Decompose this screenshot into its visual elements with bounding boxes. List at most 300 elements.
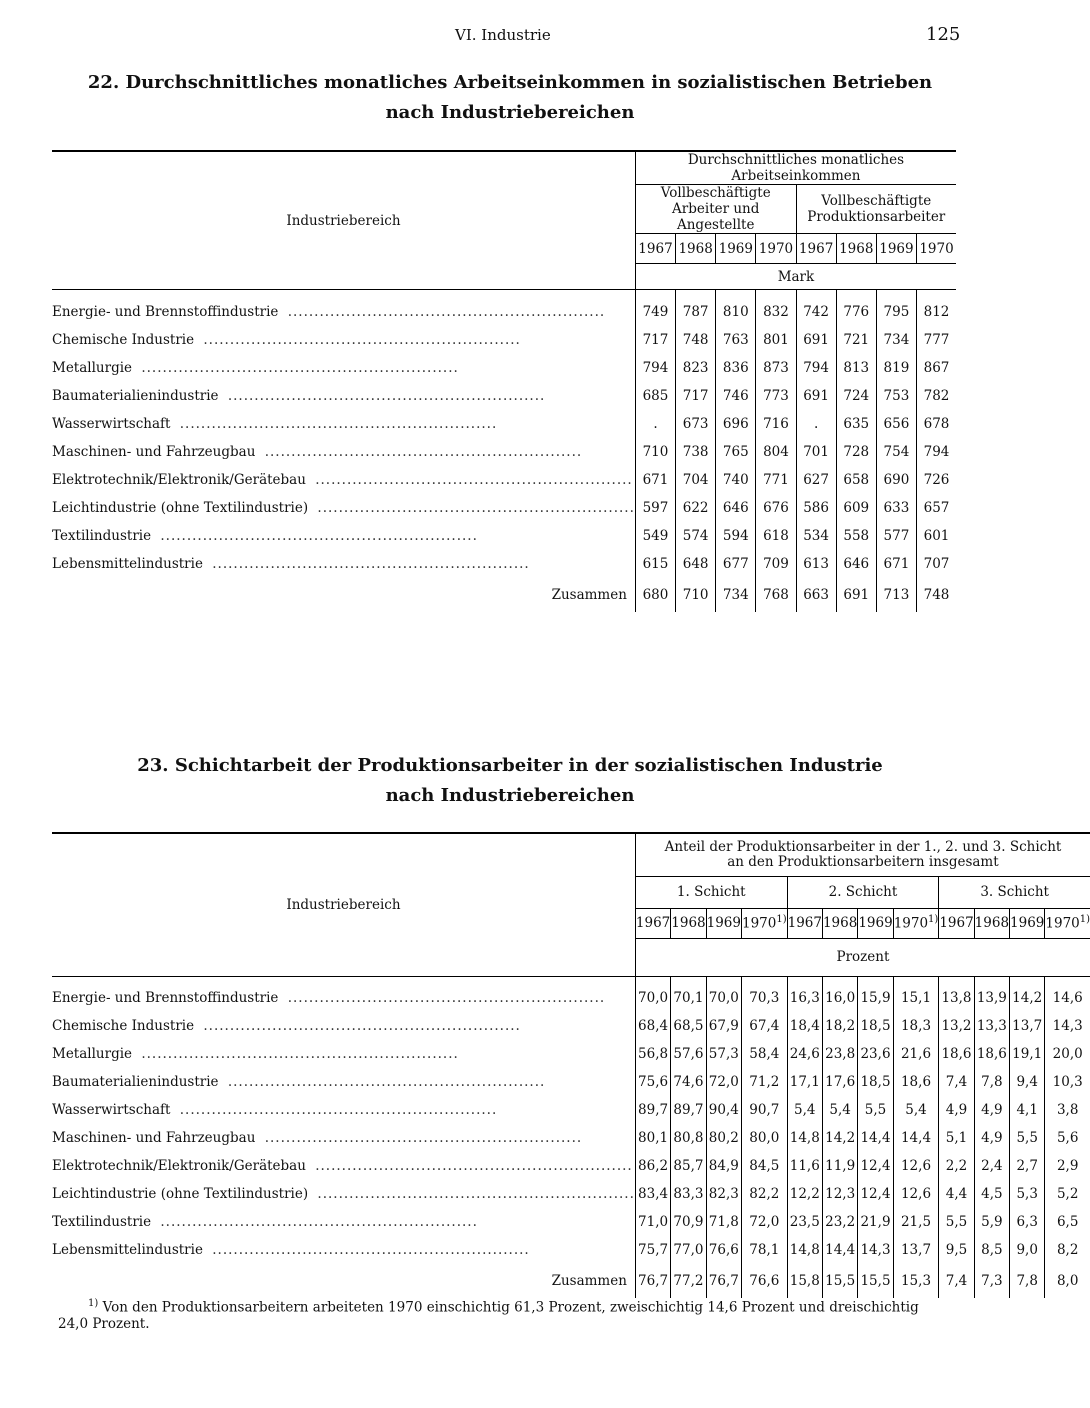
table22-cell: 726 [917, 466, 957, 494]
table23-row [52, 1068, 1090, 1096]
table23-cell: 71,2 [741, 1068, 787, 1096]
table22-cell: 704 [676, 466, 716, 494]
table22-cell: 810 [716, 298, 756, 326]
table23-cell: 5,4 [893, 1096, 939, 1124]
table22-total-cell: 710 [676, 578, 716, 612]
table23-cell: 19,1 [1010, 1040, 1045, 1068]
table22-row-label-text: Lebensmittelindustrie [52, 556, 207, 572]
table23-cell: 3,8 [1045, 1096, 1090, 1124]
table23-cell: 4,1 [1010, 1096, 1045, 1124]
table23-stub-header-text: Industriebereich [286, 896, 401, 913]
table22-cell: 763 [716, 326, 756, 354]
table23-spacer-cell [939, 976, 974, 984]
table22-cell: 771 [756, 466, 796, 494]
table22-year-header [756, 234, 796, 264]
table22-cell: 635 [836, 410, 876, 438]
table22-stub-header-text: Industriebereich [286, 212, 401, 229]
table23-cell: 18,5 [858, 1012, 893, 1040]
table23-row-label [52, 1096, 635, 1124]
table22-row-label-text: Metallurgie [52, 360, 136, 376]
table23-cell: 11,9 [822, 1152, 857, 1180]
table23-cell: 18,2 [822, 1012, 857, 1040]
leader-dots: ............................................................ [198, 331, 521, 348]
table22-cell: 794 [917, 438, 957, 466]
table23-row-label [52, 1152, 635, 1180]
table23-cell: 5,2 [1045, 1180, 1090, 1208]
table23-cell: 70,1 [671, 984, 706, 1012]
table23-cell: 71,0 [638, 1214, 669, 1230]
table23-cell: 12,4 [858, 1180, 893, 1208]
footnote-text-line2: 24,0 Prozent. [58, 1315, 150, 1332]
table23-row [52, 1180, 1090, 1208]
table23-row [52, 1236, 1090, 1264]
table22-cell: 678 [917, 410, 957, 438]
table23-cell: 21,5 [893, 1208, 939, 1236]
table23-cell: 84,9 [706, 1152, 741, 1180]
table23-total-cell: 7,3 [974, 1264, 1009, 1298]
table22-row-label [52, 438, 635, 466]
table23-spacer-cell [1045, 976, 1090, 984]
table23-cell: 5,5 [858, 1096, 893, 1124]
table23-cell: 84,5 [741, 1152, 787, 1180]
table23-cell: 4,4 [939, 1180, 974, 1208]
table23-total-cell: 15,5 [858, 1264, 893, 1298]
table23-cell: 14,3 [1045, 1012, 1090, 1040]
table22-title [60, 68, 960, 128]
table23-year-label: 1969 [858, 915, 893, 931]
table23-cell: 12,6 [893, 1152, 939, 1180]
table23-row [52, 984, 1090, 1012]
table23-total-cell: 7,8 [1010, 1264, 1045, 1298]
table23-cell: 12,6 [893, 1180, 939, 1208]
table23-total-cell: 76,6 [741, 1264, 787, 1298]
table23-cell: 68,5 [671, 1012, 706, 1040]
table22-total-cell: 680 [642, 586, 669, 603]
table23-footnote-ref: 1) [776, 914, 787, 926]
table23-spacer-cell [974, 976, 1009, 984]
table23-cell: 16,0 [822, 984, 857, 1012]
table23-year-header [741, 908, 787, 938]
table23-cell: 89,7 [638, 1102, 669, 1118]
table23-cell: 20,0 [1045, 1040, 1090, 1068]
table23-cell: 67,4 [741, 1012, 787, 1040]
table23-year-header [671, 908, 706, 938]
table23-cell: 5,6 [1045, 1124, 1090, 1152]
table23-footnote [58, 1296, 964, 1332]
table22-spacer-row [52, 290, 956, 298]
table23-cell: 21,9 [858, 1208, 893, 1236]
table22-total-row [52, 578, 956, 612]
table22-row-label-text: Baumaterialienindustrie [52, 388, 223, 404]
table23-cell: 6,3 [1010, 1208, 1045, 1236]
table23-cell: 17,1 [787, 1068, 822, 1096]
table23-cell: 76,6 [706, 1236, 741, 1264]
table23-cell: 21,6 [893, 1040, 939, 1068]
table23-header-main-line1: Anteil der Produktionsarbeiter in der 1., 2. und 3. Schicht [664, 838, 1062, 855]
table23-row [52, 1124, 1090, 1152]
table23-cell: 72,0 [741, 1208, 787, 1236]
table23-year-header [893, 908, 939, 938]
table23-cell: 18,6 [974, 1040, 1009, 1068]
table23-cell: 10,3 [1045, 1068, 1090, 1096]
table22-spacer-cell [635, 290, 675, 298]
table23-cell: 12,4 [858, 1152, 893, 1180]
table22-cell: 710 [642, 443, 669, 460]
table22-row-label-text: Elektrotechnik/Elektronik/Gerätebau [52, 472, 310, 488]
table23-cell: 14,3 [858, 1236, 893, 1264]
table22-cell: 738 [676, 438, 716, 466]
table22-cell: 717 [676, 382, 716, 410]
table22-cell: 748 [676, 326, 716, 354]
table23-cell: 75,6 [638, 1074, 669, 1090]
table22-cell: 613 [796, 550, 836, 578]
table23-year-label: 1968 [974, 915, 1010, 931]
table23-cell: 82,2 [741, 1180, 787, 1208]
table22-cell: 690 [876, 466, 916, 494]
table23-year-label: 1970 [893, 915, 929, 932]
leader-dots: ............................................................ [282, 303, 606, 320]
table22-year-label: 1970 [758, 240, 794, 257]
table23-cell: 70,0 [638, 990, 669, 1006]
table23-cell: 5,3 [1010, 1180, 1045, 1208]
table22-unit: Mark [635, 264, 956, 290]
table23-shift2-header: 2. Schicht [787, 876, 939, 908]
table23-cell: 23,2 [822, 1208, 857, 1236]
table22-row-label [52, 382, 635, 410]
table23-total-cell: 7,4 [939, 1264, 974, 1298]
table22-spacer-cell [756, 290, 796, 298]
table23-row [52, 1096, 1090, 1124]
table22-cell: 622 [676, 494, 716, 522]
footnote-text-line1: Von den Produktionsarbeitern arbeiteten 1970 einschichtig 61,3 Prozent, zweischichtig 14,6 Prozent und dreischichtig [102, 1299, 919, 1316]
table22-cell: 558 [836, 522, 876, 550]
table23-cell: 14,8 [787, 1236, 822, 1264]
table23-cell: 70,3 [741, 984, 787, 1012]
table22-row-label [52, 298, 635, 326]
table22-cell: 867 [917, 354, 957, 382]
table23-row [52, 1012, 1090, 1040]
table23-year-label: 1969 [706, 915, 741, 931]
table22-cell: 691 [796, 326, 836, 354]
table23-cell: 13,7 [893, 1236, 939, 1264]
table22-cell: 765 [716, 438, 756, 466]
table23-cell: 15,9 [858, 984, 893, 1012]
table22-cell: 709 [756, 550, 796, 578]
table22-cell: 691 [796, 382, 836, 410]
table23-cell: 4,9 [939, 1096, 974, 1124]
table23-cell: 9,5 [939, 1236, 974, 1264]
leader-dots: ............................................................ [174, 1102, 498, 1118]
table22-cell: 801 [756, 326, 796, 354]
table22-cell: 819 [876, 354, 916, 382]
table22-cell: 717 [642, 331, 669, 348]
leader-dots: ............................................................ [155, 1214, 478, 1230]
table22-stub-header [52, 151, 635, 290]
table23-cell: 89,7 [671, 1096, 706, 1124]
table23-year-header [706, 908, 741, 938]
table22-year-label: 1968 [678, 240, 713, 257]
table22-row [52, 354, 956, 382]
table23-spacer-cell [706, 976, 741, 984]
table22-cell: 574 [676, 522, 716, 550]
table23-cell: 86,2 [638, 1158, 669, 1174]
table22-cell: 832 [756, 298, 796, 326]
table23-year-header [858, 908, 893, 938]
table23-header-main-line2: an den Produktionsarbeitern insgesamt [727, 853, 999, 870]
table22-cell: 701 [796, 438, 836, 466]
table22-total-cell: 734 [716, 578, 756, 612]
table22-cell: 646 [836, 550, 876, 578]
table22-row [52, 438, 956, 466]
table23-cell: 9,4 [1010, 1068, 1045, 1096]
table23-spacer-row [52, 976, 1090, 984]
leader-dots: ............................................................ [174, 415, 498, 432]
table23-cell: 13,7 [1010, 1012, 1045, 1040]
table22-cell: 618 [756, 522, 796, 550]
table23-row-label-text: Chemische Industrie [52, 1018, 198, 1034]
table23-footnote-ref: 1) [928, 914, 939, 926]
table23-row-label [52, 1012, 635, 1040]
table23-cell: 14,2 [1010, 984, 1045, 1012]
table22-cell: 534 [796, 522, 836, 550]
table23-cell: 16,3 [787, 984, 822, 1012]
table23-year-label: 1967 [939, 915, 974, 931]
table23-cell: 12,2 [787, 1180, 822, 1208]
table23-year-label: 1967 [635, 915, 671, 931]
table22-cell: 734 [876, 326, 916, 354]
leader-dots: ............................................................ [136, 359, 459, 376]
table23-cell: 77,0 [671, 1236, 706, 1264]
table23-cell: 72,0 [706, 1068, 741, 1096]
table23-spacer-cell [671, 976, 706, 984]
table23-cell: 23,8 [822, 1040, 857, 1068]
table23-cell: 14,8 [787, 1124, 822, 1152]
table23-total-cell: 76,7 [638, 1273, 669, 1289]
table23-row-label-text: Metallurgie [52, 1046, 136, 1062]
table23-cell: 14,4 [822, 1236, 857, 1264]
table23-cell: 80,8 [671, 1124, 706, 1152]
table23-year-header [822, 908, 857, 938]
table22-cell: 823 [676, 354, 716, 382]
table23-cell: 14,4 [858, 1124, 893, 1152]
table23-cell: 57,3 [706, 1040, 741, 1068]
table22-total-cell: 713 [876, 578, 916, 612]
table22-row-label-text: Textilindustrie [52, 528, 155, 544]
table22-row [52, 326, 956, 354]
table22-cell: 594 [716, 522, 756, 550]
table23-row-label [52, 1236, 635, 1264]
table23-cell: 18,6 [939, 1040, 974, 1068]
table22-cell: 696 [716, 410, 756, 438]
table22-cell: 721 [836, 326, 876, 354]
table22-row [52, 382, 956, 410]
table22-year-label: 1970 [919, 240, 954, 257]
table22-row-label-text: Energie- und Brennstoffindustrie [52, 304, 282, 320]
table22-cell: 615 [642, 555, 669, 572]
table22-cell: 804 [756, 438, 796, 466]
table23-cell: 5,5 [939, 1208, 974, 1236]
leader-dots: ............................................................ [222, 387, 546, 404]
table23-unit: Prozent [635, 938, 1090, 976]
table23-spacer-cell [1010, 976, 1045, 984]
table22-year-header [635, 234, 675, 264]
table23-cell: 90,7 [741, 1096, 787, 1124]
table23-cell: 71,8 [706, 1208, 741, 1236]
table22-cell: . [653, 415, 658, 432]
table22 [52, 150, 956, 612]
table23-cell: 18,4 [787, 1012, 822, 1040]
table22-cell: 749 [642, 303, 669, 320]
table23-spacer-cell [858, 976, 893, 984]
table22-cell: 773 [756, 382, 796, 410]
table23-year-label: 1967 [787, 915, 822, 931]
leader-dots: ............................................................ [309, 471, 633, 488]
table23-total-cell: 76,7 [706, 1264, 741, 1298]
table23-cell: 5,9 [974, 1208, 1009, 1236]
leader-dots: ............................................................ [222, 1074, 546, 1090]
table22-cell: 676 [756, 494, 796, 522]
table23-cell: 85,7 [671, 1152, 706, 1180]
table22-row [52, 410, 956, 438]
table23-row-label-text: Leichtindustrie (ohne Textilindustrie) [52, 1186, 312, 1202]
table23-cell: 90,4 [706, 1096, 741, 1124]
table23-cell: 5,4 [822, 1096, 857, 1124]
table23-cell: 57,6 [671, 1040, 706, 1068]
table22-year-header [796, 234, 836, 264]
table22-row [52, 466, 956, 494]
table23-cell: 17,6 [822, 1068, 857, 1096]
table22-cell: 813 [836, 354, 876, 382]
table23-cell: 4,5 [974, 1180, 1009, 1208]
table23-row-label [52, 984, 635, 1012]
table23-spacer-cell [822, 976, 857, 984]
table22-cell: 724 [836, 382, 876, 410]
table23-year-label: 1970 [741, 915, 777, 932]
table23-row-label [52, 1068, 635, 1096]
table23-cell: 24,6 [787, 1040, 822, 1068]
table22-cell: 549 [642, 527, 669, 544]
table23-row-label [52, 1208, 635, 1236]
table23-cell: 23,5 [787, 1208, 822, 1236]
table23-cell: 7,4 [939, 1068, 974, 1096]
table23-cell: 67,9 [706, 1012, 741, 1040]
table23-cell: 8,2 [1045, 1236, 1090, 1264]
table22-cell: 812 [917, 298, 957, 326]
table23-year-header [974, 908, 1009, 938]
table22-cell: 795 [876, 298, 916, 326]
page-number: 125 [926, 24, 961, 45]
table23-year-label: 1969 [1010, 915, 1045, 931]
table23-cell: 56,8 [638, 1046, 669, 1062]
table22-total-label: Zusammen [52, 578, 635, 612]
table23-cell: 82,3 [706, 1180, 741, 1208]
table23-cell: 11,6 [787, 1152, 822, 1180]
table22-year-header [676, 234, 716, 264]
leader-dots: ............................................................ [259, 1130, 583, 1146]
table23-row-label-text: Lebensmittelindustrie [52, 1242, 207, 1258]
table22-total-cell: 768 [756, 578, 796, 612]
table23-cell: 14,4 [893, 1124, 939, 1152]
table22-cell: 787 [676, 298, 716, 326]
leader-dots: ............................................................ [155, 527, 478, 544]
table22-cell: 673 [676, 410, 716, 438]
table23-year-label: 1970 [1045, 915, 1080, 932]
table22-title-line2: nach Industriebereichen [385, 102, 635, 123]
table22-cell: 633 [876, 494, 916, 522]
table23-row-label [52, 1040, 635, 1068]
table22-cell: 646 [716, 494, 756, 522]
table23-year-label: 1968 [671, 915, 706, 931]
table22-row-label [52, 410, 635, 438]
table22-cell: 728 [836, 438, 876, 466]
table22-cell: 794 [796, 354, 836, 382]
table23-cell: 5,1 [939, 1124, 974, 1152]
table23-cell: 14,2 [822, 1124, 857, 1152]
table22-spacer-cell [716, 290, 756, 298]
table22-spacer-cell [676, 290, 716, 298]
table23-cell: 74,6 [671, 1068, 706, 1096]
table23-row-label [52, 1124, 635, 1152]
table22-row-label [52, 326, 635, 354]
table22-row [52, 298, 956, 326]
table22-year-header [716, 234, 756, 264]
table22-cell: 746 [716, 382, 756, 410]
table22-cell: 794 [642, 359, 669, 376]
table23-cell: 13,2 [939, 1012, 974, 1040]
table23-cell: 8,5 [974, 1236, 1009, 1264]
table23-cell: 7,8 [974, 1068, 1009, 1096]
table23-row [52, 1152, 1090, 1180]
table23-title [60, 751, 960, 811]
table23-year-header [787, 908, 822, 938]
table23-row [52, 1040, 1090, 1068]
footnote-marker: 1) [88, 1298, 99, 1309]
table23-total-row [52, 1264, 1090, 1298]
table22-cell: 671 [876, 550, 916, 578]
table23-row-label-text: Elektrotechnik/Elektronik/Gerätebau [52, 1158, 310, 1174]
table23-row-label-text: Baumaterialienindustrie [52, 1074, 223, 1090]
leader-dots: ............................................................ [309, 1158, 633, 1174]
table23-footnote-ref: 1) [1079, 914, 1090, 926]
table23-cell: 2,9 [1045, 1152, 1090, 1180]
running-head: VI. Industrie [455, 26, 551, 44]
table22-cell: 740 [716, 466, 756, 494]
table23-cell: 2,4 [974, 1152, 1009, 1180]
table23-row-label [52, 1180, 635, 1208]
table23-cell: 12,3 [822, 1180, 857, 1208]
table22-row [52, 522, 956, 550]
table23-cell: 4,9 [974, 1096, 1009, 1124]
table22-group2-header: Vollbeschäftigte Produktionsarbeiter [796, 185, 956, 234]
table23-cell: 5,4 [787, 1096, 822, 1124]
table22-row-label [52, 550, 635, 578]
table22-cell: 873 [756, 354, 796, 382]
table23-shift1-header: 1. Schicht [635, 876, 787, 908]
table23-row-label-text: Energie- und Brennstoffindustrie [52, 990, 282, 1006]
table23-cell: 18,6 [893, 1068, 939, 1096]
table23-cell: 13,3 [974, 1012, 1009, 1040]
table23-cell: 6,5 [1045, 1208, 1090, 1236]
table23-row-label-text: Textilindustrie [52, 1214, 155, 1230]
table23-total-cell: 15,8 [787, 1264, 822, 1298]
table23-cell: 80,0 [741, 1124, 787, 1152]
table22-row-label-text: Chemische Industrie [52, 332, 198, 348]
table23-cell: 2,2 [939, 1152, 974, 1180]
table22-year-header [876, 234, 916, 264]
table22-row-label-text: Maschinen- und Fahrzeugbau [52, 444, 259, 460]
table22-cell: . [796, 410, 836, 438]
table23-cell: 9,0 [1010, 1236, 1045, 1264]
